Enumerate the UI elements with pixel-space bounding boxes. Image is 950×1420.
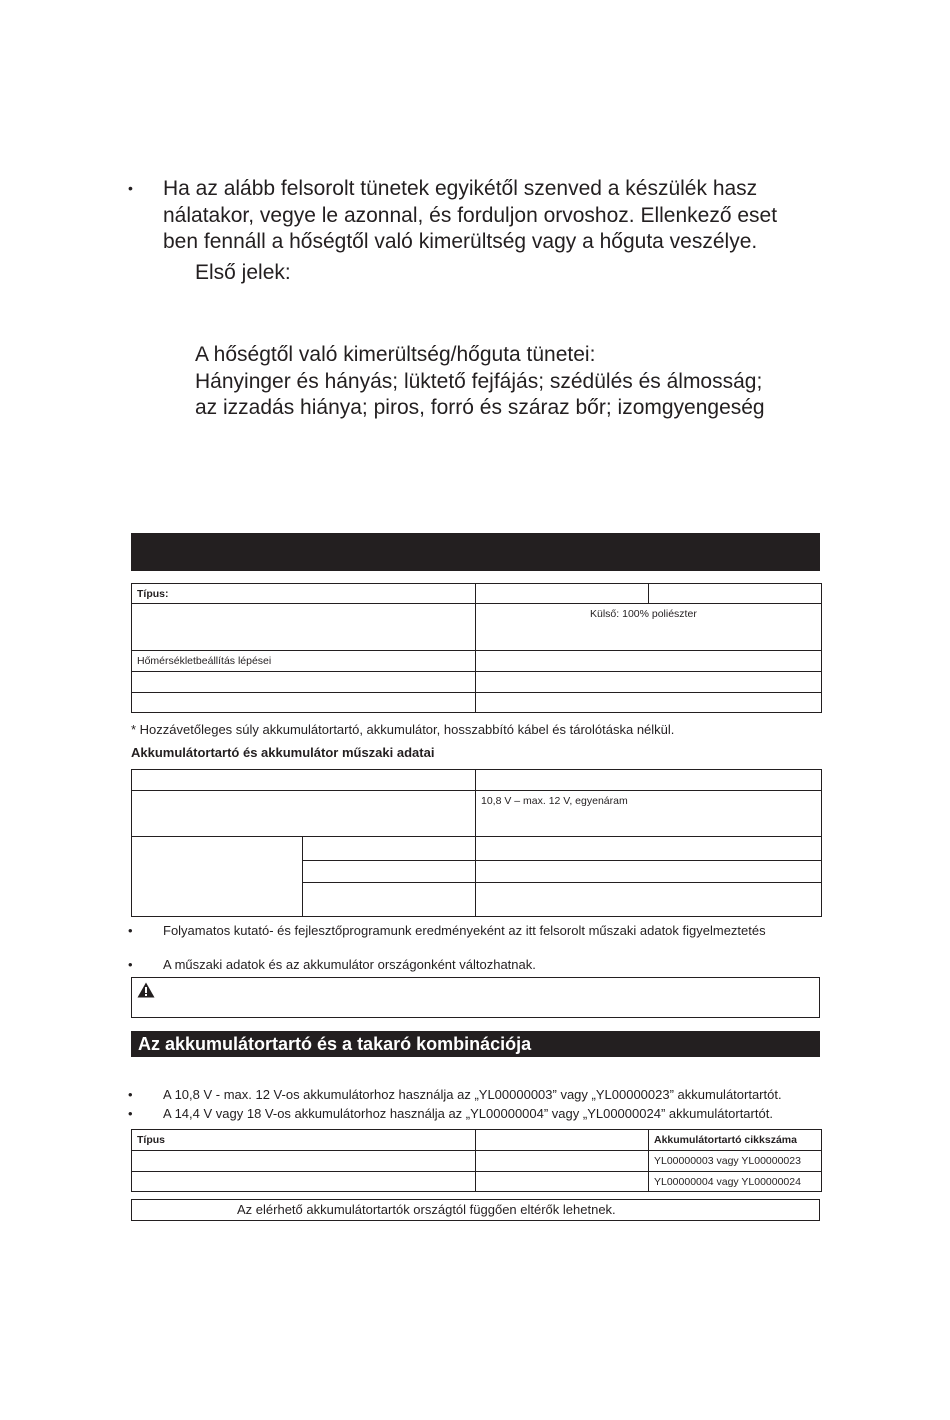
combo-row-2-holder: YL00000004 vagy YL00000024 xyxy=(649,1172,822,1192)
combo-row-1-holder: YL00000003 vagy YL00000023 xyxy=(649,1151,822,1172)
spec-section-header xyxy=(131,533,820,571)
voltage-value: 10,8 V – max. 12 V, egyenáram xyxy=(476,791,822,837)
combo-col-holder: Akkumulátortartó cikkszáma xyxy=(649,1130,822,1151)
note-bullet: • xyxy=(128,923,133,938)
warning-bullet: • xyxy=(128,180,133,196)
warning-line: nálatakor, vegye le azonnal, és forduljon orvoshoz. Ellenkező eset xyxy=(163,203,778,227)
warning-triangle-icon xyxy=(137,982,155,998)
weight-note: * Hozzávetőleges súly akkumulátortartó, akkumulátor, hosszabbító kábel és tárolótáska nélkül. xyxy=(131,722,675,737)
first-signs-label: Első jelek: xyxy=(195,261,291,284)
combo-bullet-2: A 14,4 V vagy 18 V-os akkumulátorhoz használja az „YL00000004” vagy „YL00000024” akkumulátortartót. xyxy=(163,1106,773,1121)
type-label: Típus: xyxy=(132,584,476,604)
temp-steps-label: Hőmérsékletbeállítás lépései xyxy=(132,651,476,672)
spec-table xyxy=(131,583,822,713)
warning-line: Ha az alább felsorolt tünetek egyikétől szenved a készülék hasz xyxy=(163,177,758,200)
availability-note: Az elérhető akkumulátortartók országtól függően eltérők lehetnek. xyxy=(237,1202,616,1217)
combo-section-header: Az akkumulátortartó és a takaró kombinációja xyxy=(131,1031,820,1057)
material-value: Külső: 100% poliészter xyxy=(476,604,822,651)
heat-symptoms xyxy=(195,342,765,422)
combo-bullet: • xyxy=(128,1087,133,1102)
note-1: Folyamatos kutató- és fejlesztőprogramunk eredményeként az itt felsorolt műszaki adatok figyelmeztetés xyxy=(163,923,766,938)
combo-bullet-1: A 10,8 V - max. 12 V-os akkumulátorhoz használja az „YL00000003” vagy „YL00000023” akkumulátortartót. xyxy=(163,1087,782,1102)
warning-box xyxy=(131,977,820,1018)
heat-symptoms-line: az izzadás hiánya; piros, forró és száraz bőr; izomgyengeség xyxy=(195,396,765,419)
note-2: A műszaki adatok és az akkumulátor országonként változhatnak. xyxy=(163,957,536,972)
battery-table xyxy=(131,769,822,917)
note-bullet: • xyxy=(128,957,133,972)
heat-symptoms-title: A hőségtől való kimerültség/hőguta tünetei: xyxy=(195,343,596,366)
combo-col-type: Típus xyxy=(132,1130,476,1151)
heat-symptoms-line: Hányinger és hányás; lüktető fejfájás; szédülés és álmosság; xyxy=(195,369,763,393)
battery-spec-title: Akkumulátortartó és akkumulátor műszaki adatai xyxy=(131,745,435,760)
combo-table xyxy=(131,1129,822,1192)
warning-line: ben fennáll a hőségtől való kimerültség vagy a hőguta veszélye. xyxy=(163,230,758,253)
availability-note-box xyxy=(131,1199,820,1221)
combo-bullet: • xyxy=(128,1106,133,1121)
warning-paragraph xyxy=(163,176,777,256)
